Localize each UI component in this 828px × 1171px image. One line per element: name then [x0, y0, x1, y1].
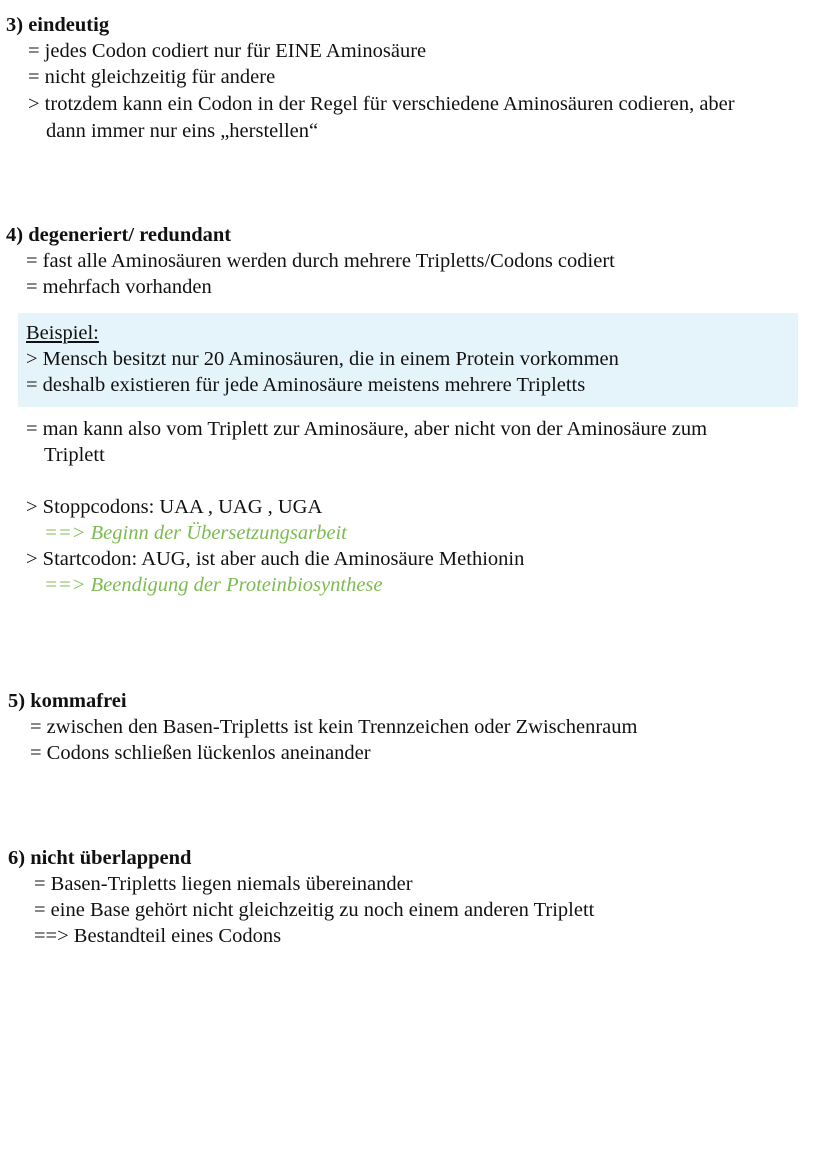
stop-codons-line: > Stoppcodons: UAA , UAG , UGA: [26, 496, 323, 518]
section-6-heading: 6) nicht überlappend: [8, 847, 192, 869]
section-4-heading: 4) degeneriert/ redundant: [6, 224, 232, 246]
section-6-line-3: ==> Bestandteil eines Codons: [34, 925, 282, 947]
section-6-line-1: = Basen-Tripletts liegen niemals übereinander: [34, 873, 413, 895]
section-3-line-4: dann immer nur eins „herstellen“: [46, 120, 319, 142]
section-3-line-3: > trotzdem kann ein Codon in der Regel für verschiedene Aminosäuren codieren, aber: [28, 93, 735, 115]
example-label: Beispiel:: [26, 322, 99, 344]
section-4-after-1: = man kann also vom Triplett zur Aminosäure, aber nicht von der Aminosäure zum: [26, 418, 708, 440]
section-4-after-2: Triplett: [44, 444, 105, 466]
stop-codons-note: ==> Beginn der Übersetzungsarbeit: [44, 522, 347, 544]
section-5-heading: 5) kommafrei: [8, 690, 127, 712]
section-4-line-2: = mehrfach vorhanden: [26, 276, 212, 298]
section-3-line-1: = jedes Codon codiert nur für EINE Aminosäure: [28, 40, 427, 62]
example-line-2: = deshalb existieren für jede Aminosäure meistens mehrere Tripletts: [26, 374, 586, 396]
section-4-line-1: = fast alle Aminosäuren werden durch mehrere Tripletts/Codons codiert: [26, 250, 615, 272]
section-3-heading: 3) eindeutig: [6, 14, 110, 36]
section-5-line-1: = zwischen den Basen-Tripletts ist kein Trennzeichen oder Zwischenraum: [30, 716, 638, 738]
section-3-line-2: = nicht gleichzeitig für andere: [28, 66, 276, 88]
section-6-line-2: = eine Base gehört nicht gleichzeitig zu noch einem anderen Triplett: [34, 899, 595, 921]
start-codon-line: > Startcodon: AUG, ist aber auch die Aminosäure Methionin: [26, 548, 525, 570]
section-5-line-2: = Codons schließen lückenlos aneinander: [30, 742, 371, 764]
example-line-1: > Mensch besitzt nur 20 Aminosäuren, die in einem Protein vorkommen: [26, 348, 619, 370]
start-codon-note: ==> Beendigung der Proteinbiosynthese: [44, 574, 383, 596]
